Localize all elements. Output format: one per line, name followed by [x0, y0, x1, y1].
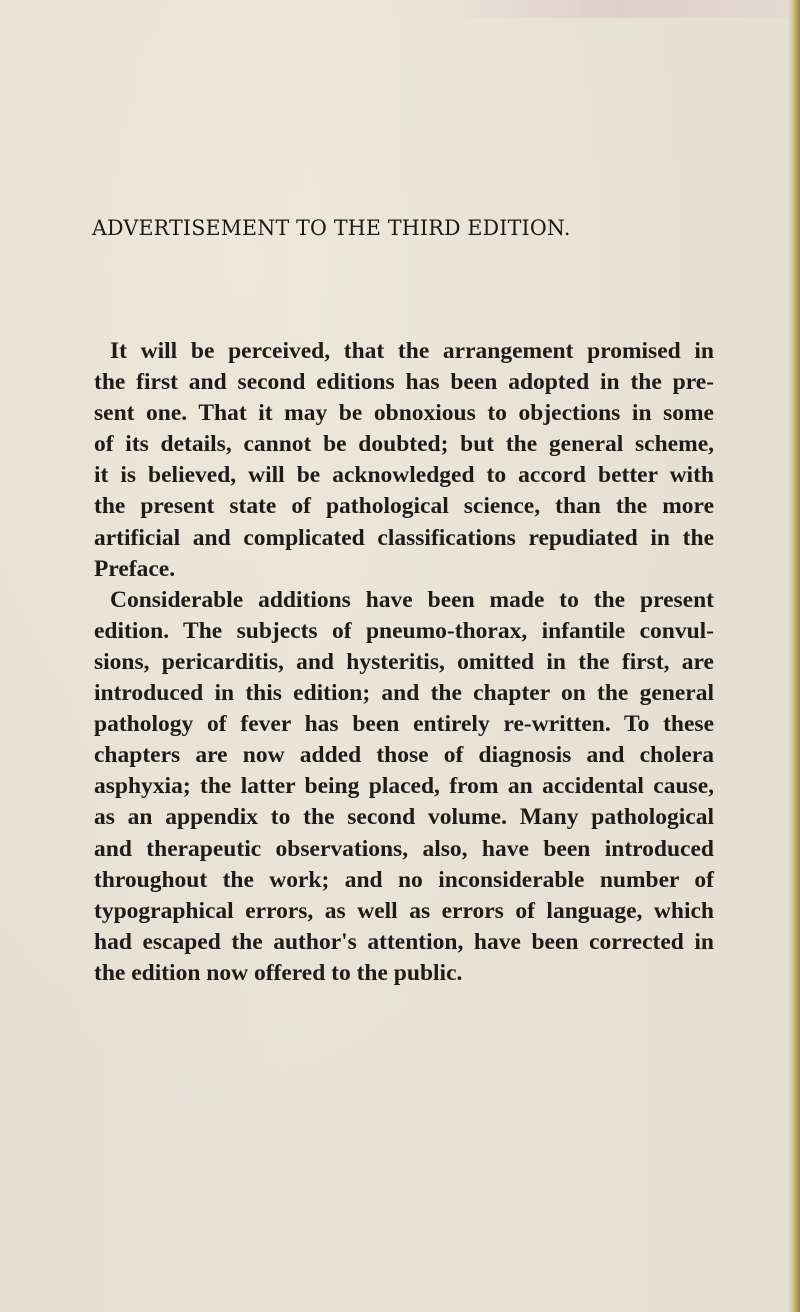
- text-line: and therapeutic observations, also, have been introduced: [94, 835, 714, 862]
- text-line: the present state of pathological science, than the more: [94, 493, 714, 520]
- text-line: it is believed, will be acknowledged to accord better with: [94, 462, 714, 489]
- text-line: the first and second editions has been adopted in the pre-: [94, 369, 714, 396]
- text-line: the edition now offered to the public.: [94, 959, 463, 986]
- text-line: had escaped the author's attention, have been corrected in: [94, 928, 714, 955]
- text-line: of its details, cannot be doubted; but the general scheme,: [94, 431, 714, 458]
- text-line: edition. The subjects of pneumo-thorax, infantile convul-: [94, 617, 714, 644]
- text-line: Considerable additions have been made to the present: [110, 586, 714, 613]
- text-line: sent one. That it may be obnoxious to objections in some: [94, 400, 714, 427]
- paragraph-2: [94, 585, 714, 989]
- page-heading: ADVERTISEMENT TO THE THIRD EDITION.: [92, 216, 571, 240]
- text-line: typographical errors, as well as errors of language, which: [94, 897, 714, 924]
- paragraph-1: [94, 336, 714, 585]
- text-line: pathology of fever has been entirely re-written. To these: [94, 711, 714, 738]
- text-line: It will be perceived, that the arrangement promised in: [110, 338, 714, 364]
- paper-stain: [440, 0, 800, 18]
- text-line: artificial and complicated classifications repudiated in the: [94, 524, 714, 551]
- text-line: throughout the work; and no inconsiderable number of: [94, 866, 714, 893]
- text-line: introduced in this edition; and the chapter on the general: [94, 680, 714, 707]
- body-text: [94, 336, 714, 989]
- text-line: Preface.: [94, 555, 176, 582]
- text-line: chapters are now added those of diagnosis and cholera: [94, 742, 714, 769]
- text-line: as an appendix to the second volume. Many pathological: [94, 804, 714, 831]
- text-line: sions, pericarditis, and hysteritis, omitted in the first, are: [94, 648, 714, 675]
- text-line: asphyxia; the latter being placed, from an accidental cause,: [94, 773, 714, 800]
- page-edge: [788, 0, 800, 1312]
